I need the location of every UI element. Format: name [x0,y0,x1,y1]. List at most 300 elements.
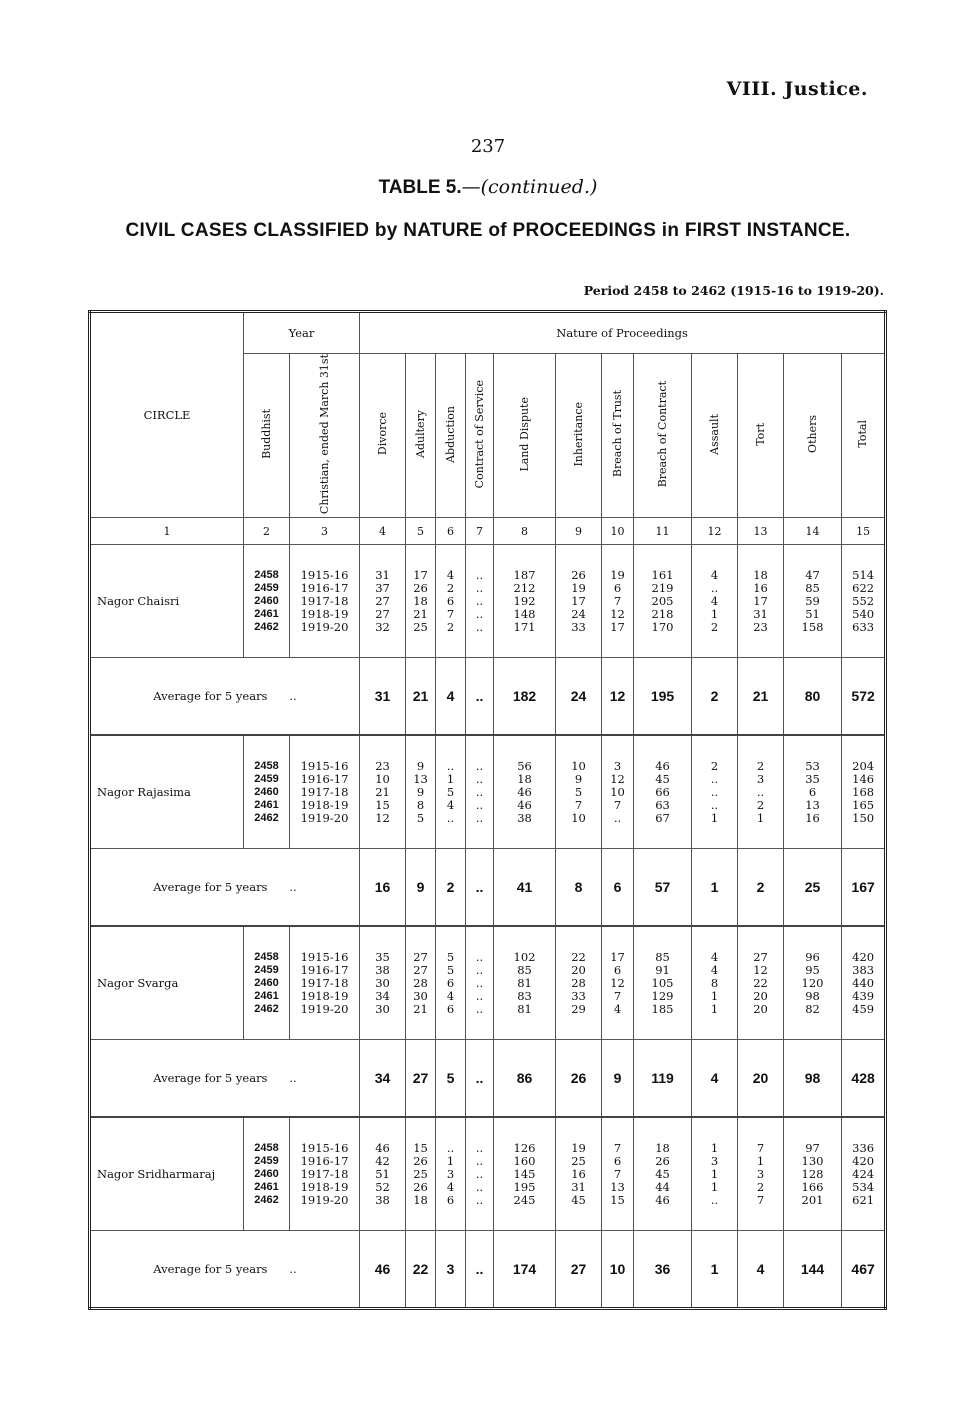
data-cell [466,545,494,658]
data-cell [692,1117,738,1231]
cell-value: 459 [852,1001,875,1016]
value-stack [738,569,783,634]
data-cell [842,1117,886,1231]
cell-value: 31 [375,567,390,582]
average-value: 167 [842,849,886,927]
data-cell [692,545,738,658]
cell-value: 9 [416,784,425,799]
cell-value: 1915-16 [300,949,349,964]
data-cell [290,735,360,849]
cell-value: .. [756,784,765,799]
circle-name: Nagor Sridharmaraj [90,1117,244,1231]
cell-value: 10 [375,771,390,786]
cell-value: .. [475,1001,484,1016]
column-number: 11 [634,518,692,545]
data-cell [634,926,692,1040]
data-cell [494,1117,556,1231]
value-stack [290,951,359,1016]
cell-value: 150 [852,810,875,825]
cell-value: 16 [753,580,768,595]
cell-value: .. [446,810,455,825]
cell-value: 2459 [254,772,279,785]
cell-value: 192 [513,593,536,608]
cell-value: 25 [413,1166,428,1181]
average-value: 144 [784,1231,842,1309]
data-cell [634,545,692,658]
value-stack [360,569,405,634]
cell-value: 4 [446,567,455,582]
cell-value: 1 [710,810,719,825]
cell-value: 128 [801,1166,824,1181]
cell-value: .. [475,962,484,977]
cell-value: 24 [571,606,586,621]
cell-value: 2460 [254,594,279,607]
cell-value: 26 [413,1153,428,1168]
cell-value: 38 [375,962,390,977]
average-label-dots: .. [289,689,297,704]
cell-value: 35 [375,949,390,964]
average-value: .. [466,849,494,927]
cell-value: 91 [655,962,670,977]
average-value: .. [466,1231,494,1309]
data-cell [466,735,494,849]
value-stack [634,760,691,825]
average-value: 1 [692,849,738,927]
cell-value: 161 [651,567,674,582]
cell-value: 552 [852,593,875,608]
cell-value: 12 [610,975,625,990]
value-stack [556,1142,601,1207]
column-header [436,354,466,518]
cell-value: 67 [655,810,670,825]
cell-value: 25 [571,1153,586,1168]
cell-value: 56 [517,758,532,773]
column-header [784,354,842,518]
cell-value: 4 [710,962,719,977]
cell-value: 336 [852,1140,875,1155]
value-stack [290,1142,359,1207]
column-number: 5 [406,518,436,545]
cell-value: 21 [375,784,390,799]
value-stack [466,569,493,634]
cell-value: 81 [517,975,532,990]
cell-value: 7 [756,1140,765,1155]
data-cell [692,926,738,1040]
cell-value: 51 [375,1166,390,1181]
cell-value: 13 [805,797,820,812]
cell-value: 1 [710,1179,719,1194]
circle-name: Nagor Rajasima [90,735,244,849]
column-header [602,354,634,518]
average-value: 46 [360,1231,406,1309]
cell-value: 2 [446,619,455,634]
cell-value: 6 [446,593,455,608]
cell-value: 1915-16 [300,1140,349,1155]
column-header [692,354,738,518]
cell-value: 2462 [254,620,279,633]
cell-value: 29 [571,1001,586,1016]
column-number: 8 [494,518,556,545]
cell-value: 30 [375,975,390,990]
cell-value: 1915-16 [300,758,349,773]
cell-value: .. [475,1153,484,1168]
cell-value: 1917-18 [300,1166,349,1181]
average-value: 9 [406,849,436,927]
cell-value: 85 [805,580,820,595]
cell-value: 1919-20 [300,619,349,634]
average-value: 21 [738,658,784,736]
value-stack [244,760,289,825]
cell-value: 13 [413,771,428,786]
value-stack [290,760,359,825]
cell-value: 38 [375,1192,390,1207]
cell-value: 2 [710,619,719,634]
cell-value: 12 [610,606,625,621]
average-value: 21 [406,658,436,736]
column-header-label: Land Dispute [517,396,531,472]
cell-value: 7 [613,1166,622,1181]
cell-value: 52 [375,1179,390,1194]
cell-value: 19 [610,567,625,582]
cell-value: 51 [805,606,820,621]
data-cell [244,926,290,1040]
data-cell [556,545,602,658]
cell-value: .. [446,758,455,773]
value-stack [360,1142,405,1207]
column-header [244,354,290,518]
column-number: 3 [290,518,360,545]
average-value: 1 [692,1231,738,1309]
data-cell [406,735,436,849]
average-value: 5 [436,1040,466,1118]
average-value: 24 [556,658,602,736]
cell-value: 82 [805,1001,820,1016]
average-value: 428 [842,1040,886,1118]
data-cell [692,735,738,849]
data-cell [556,1117,602,1231]
cell-value: 1916-17 [300,771,349,786]
cell-value: 15 [610,1192,625,1207]
value-stack [244,1142,289,1207]
cell-value: 130 [801,1153,824,1168]
data-cell [244,1117,290,1231]
cell-value: 1918-19 [300,797,349,812]
cell-value: 2461 [254,1180,279,1193]
average-value: 20 [738,1040,784,1118]
cell-value: 4 [446,988,455,1003]
cell-value: 4 [613,1001,622,1016]
circle-row [90,1117,886,1231]
average-row [90,849,886,927]
average-label-dots: .. [289,1262,297,1277]
average-value: 12 [602,658,634,736]
cell-value: 1 [710,1166,719,1181]
value-stack [784,569,841,634]
column-number: 14 [784,518,842,545]
cell-value: 2 [756,1179,765,1194]
table-heading: CIVIL CASES CLASSIFIED by NATURE of PROCEEDINGS in FIRST INSTANCE. [125,220,851,241]
average-value: 2 [738,849,784,927]
cell-value: 201 [801,1192,824,1207]
cell-value: 16 [805,810,820,825]
data-cell [290,926,360,1040]
cell-value: 2462 [254,1002,279,1015]
value-stack [602,1142,633,1207]
column-number: 1 [90,518,244,545]
year-header: Year [244,312,360,354]
value-stack [692,569,737,634]
cell-value: 38 [517,810,532,825]
average-value: 119 [634,1040,692,1118]
column-number: 9 [556,518,602,545]
cell-value: 126 [513,1140,536,1155]
cell-value: 2460 [254,976,279,989]
value-stack [556,569,601,634]
cell-value: .. [475,580,484,595]
cell-value: 23 [375,758,390,773]
data-cell [436,1117,466,1231]
cell-value: 2461 [254,607,279,620]
data-cell [406,545,436,658]
cell-value: 146 [852,771,875,786]
average-value: 86 [494,1040,556,1118]
period-label: Period 2458 to 2462 (1915-16 to 1919-20). [583,283,884,298]
average-value: 27 [556,1231,602,1309]
data-cell [360,545,406,658]
data-cell [602,1117,634,1231]
cell-value: 18 [413,1192,428,1207]
cell-value: .. [710,784,719,799]
average-value: 572 [842,658,886,736]
cell-value: 1 [446,771,455,786]
cell-value: 195 [513,1179,536,1194]
cell-value: 25 [413,619,428,634]
average-value: 195 [634,658,692,736]
value-stack [634,569,691,634]
cell-value: .. [475,797,484,812]
cell-value: 10 [571,758,586,773]
cell-value: 6 [446,1001,455,1016]
cell-value: 4 [710,567,719,582]
average-value: 2 [436,849,466,927]
cell-value: 53 [805,758,820,773]
data-cell [466,1117,494,1231]
cell-value: 204 [852,758,875,773]
average-value: 10 [602,1231,634,1309]
column-header-label: Total [856,420,870,448]
average-label-text: Average for 5 years [153,1262,268,1277]
average-value: 34 [360,1040,406,1118]
cell-value: 9 [574,771,583,786]
cell-value: .. [475,771,484,786]
cell-value: 5 [574,784,583,799]
column-header [406,354,436,518]
cell-value: 621 [852,1192,875,1207]
cell-value: 27 [753,949,768,964]
cell-value: 32 [375,619,390,634]
cell-value: 12 [753,962,768,977]
cell-value: 3 [446,1166,455,1181]
cell-value: 1919-20 [300,810,349,825]
cell-value: 148 [513,606,536,621]
column-header [556,354,602,518]
column-header-label: Christian, ended March 31st [317,354,331,515]
cell-value: 46 [517,797,532,812]
cell-value: 17 [610,949,625,964]
value-stack [360,760,405,825]
cell-value: 185 [651,1001,674,1016]
value-stack [556,951,601,1016]
column-header [494,354,556,518]
cell-value: 6 [446,975,455,990]
data-cell [494,926,556,1040]
cell-value: 18 [655,1140,670,1155]
cell-value: 205 [651,593,674,608]
cell-value: 7 [446,606,455,621]
average-label-dots: .. [289,1071,297,1086]
cell-value: 19 [571,580,586,595]
cell-value: 7 [613,797,622,812]
cell-value: 26 [571,567,586,582]
data-cell [738,735,784,849]
value-stack [406,951,435,1016]
cell-value: 28 [413,975,428,990]
average-value: 26 [556,1040,602,1118]
average-label [90,849,360,927]
cell-value: 18 [413,593,428,608]
cell-value: 2 [756,797,765,812]
cell-value: 7 [613,593,622,608]
value-stack [602,760,633,825]
cell-value: .. [710,580,719,595]
data-cell [406,926,436,1040]
cell-value: 1917-18 [300,975,349,990]
cell-value: 13 [610,1179,625,1194]
average-row [90,1040,886,1118]
value-stack [290,569,359,634]
cell-value: 44 [655,1179,670,1194]
column-number: 2 [244,518,290,545]
cell-value: 2461 [254,798,279,811]
cell-value: 47 [805,567,820,582]
column-header [466,354,494,518]
cell-value: 2458 [254,568,279,581]
cell-value: .. [710,1192,719,1207]
value-stack [556,760,601,825]
cell-value: 6 [613,962,622,977]
cell-value: 95 [805,962,820,977]
cell-value: 26 [413,580,428,595]
column-header-label: Inheritance [571,401,585,467]
average-value: 8 [556,849,602,927]
circle-row [90,545,886,658]
data-cell [360,926,406,1040]
cell-value: 168 [852,784,875,799]
cell-value: 165 [852,797,875,812]
value-stack [692,951,737,1016]
value-stack [784,760,841,825]
cell-value: 17 [610,619,625,634]
column-header [842,354,886,518]
cell-value: 4 [710,593,719,608]
cell-value: .. [475,1166,484,1181]
cell-value: 63 [655,797,670,812]
cell-value: 45 [655,1166,670,1181]
cell-value: 1 [756,1153,765,1168]
cell-value: 540 [852,606,875,621]
average-value: 27 [406,1040,436,1118]
average-value: 9 [602,1040,634,1118]
cell-value: 42 [375,1153,390,1168]
nature-header: Nature of Proceedings [360,312,886,354]
cell-value: 26 [655,1153,670,1168]
cell-value: 3 [756,771,765,786]
cell-value: 46 [655,758,670,773]
column-header-label: Abduction [443,405,457,463]
cell-value: .. [475,949,484,964]
cell-value: 424 [852,1166,875,1181]
data-cell [784,545,842,658]
average-row [90,658,886,736]
cell-value: .. [475,606,484,621]
data-cell [556,735,602,849]
cell-value: 10 [610,784,625,799]
value-stack [466,951,493,1016]
value-stack [360,951,405,1016]
value-stack [494,951,555,1016]
data-cell [436,545,466,658]
average-value: .. [466,1040,494,1118]
value-stack [466,1142,493,1207]
column-header [634,354,692,518]
cell-value: 1916-17 [300,1153,349,1168]
cell-value: 17 [753,593,768,608]
value-stack [692,760,737,825]
cell-value: 37 [375,580,390,595]
average-row [90,1231,886,1309]
circle-row [90,735,886,849]
value-stack [494,1142,555,1207]
data-cell [290,1117,360,1231]
cell-value: 6 [613,580,622,595]
column-header [290,354,360,518]
value-stack [494,569,555,634]
cell-value: .. [475,593,484,608]
cell-value: 5 [446,962,455,977]
circle-name: Nagor Chaisri [90,545,244,658]
column-number: 7 [466,518,494,545]
cell-value: 17 [571,593,586,608]
cell-value: 4 [446,1179,455,1194]
cell-value: 158 [801,619,824,634]
cell-value: 18 [753,567,768,582]
data-cell [738,926,784,1040]
value-stack [738,951,783,1016]
cell-value: 22 [753,975,768,990]
cell-value: 2 [710,758,719,773]
average-value: 174 [494,1231,556,1309]
cell-value: .. [475,1179,484,1194]
column-header-label: Adultery [413,410,427,459]
data-cell [556,926,602,1040]
cell-value: .. [475,988,484,1003]
cell-value: 622 [852,580,875,595]
average-label-text: Average for 5 years [153,1071,268,1086]
cell-value: 45 [655,771,670,786]
value-stack [436,1142,465,1207]
cell-value: 20 [571,962,586,977]
cell-value: 30 [413,988,428,1003]
